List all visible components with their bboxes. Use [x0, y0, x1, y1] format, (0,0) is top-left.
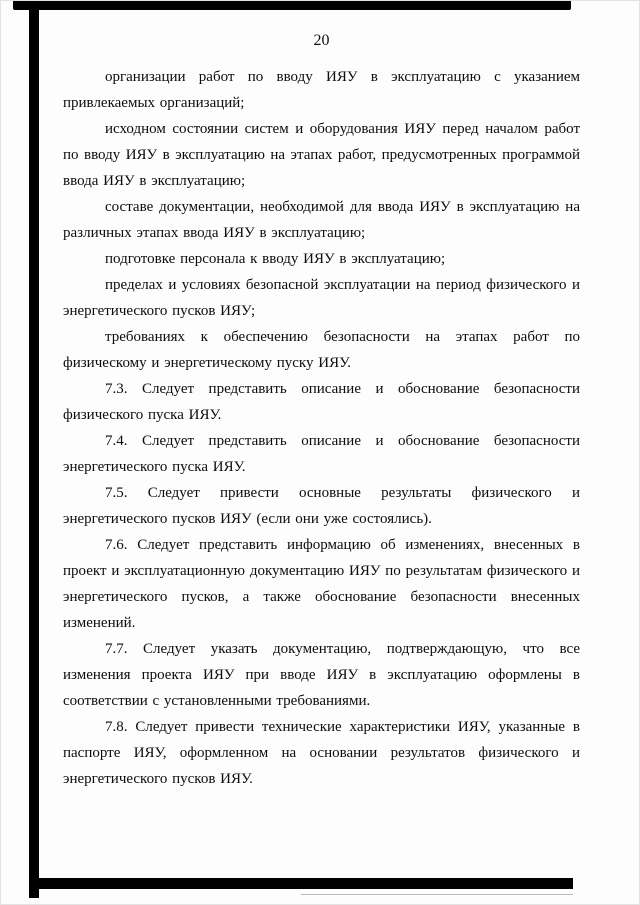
page-content [63, 31, 580, 792]
paragraph-section-7-3: 7.3. Следует представить описание и обоснование безопасности физического пуска ИЯУ. [63, 381, 580, 423]
scan-artifact-bottom-bar [31, 878, 573, 889]
paragraph-list-item: требованиях к обеспечению безопасности на этапах работ по физическому и энергетическому пуску ИЯУ. [63, 329, 580, 371]
paragraph-list-item: пределах и условиях безопасной эксплуатации на период физического и энергетического пусков ИЯУ; [63, 277, 580, 319]
scan-artifact-bottom-line [301, 894, 573, 895]
paragraph-list-item: составе документации, необходимой для ввода ИЯУ в эксплуатацию на различных этапах ввода ИЯУ в эксплуатацию; [63, 199, 580, 241]
scan-artifact-top-bar [13, 1, 571, 10]
paragraph-section-7-6: 7.6. Следует представить информацию об изменениях, внесенных в проект и эксплуатационную документацию ИЯУ по результатам физического и энергетического пусков, а также обоснование безопасности внесенных изменений. [63, 537, 580, 631]
scan-artifact-left-bar [29, 1, 39, 898]
paragraph-section-7-5: 7.5. Следует привести основные результаты физического и энергетического пусков ИЯУ (если они уже состоялись). [63, 485, 580, 527]
page-number: 20 [313, 32, 330, 49]
paragraph-section-7-7: 7.7. Следует указать документацию, подтверждающую, что все изменения проекта ИЯУ при вводе ИЯУ в эксплуатацию оформлены в соответствии с установленными требованиями. [63, 641, 580, 709]
paragraph-section-7-8: 7.8. Следует привести технические характеристики ИЯУ, указанные в паспорте ИЯУ, оформленном на основании результатов физического и энергетического пусков ИЯУ. [63, 719, 580, 787]
paragraph-section-7-4: 7.4. Следует представить описание и обоснование безопасности энергетического пуска ИЯУ. [63, 433, 580, 475]
paragraph-list-item: подготовке персонала к вводу ИЯУ в эксплуатацию; [105, 251, 446, 267]
paragraph-list-item: организации работ по вводу ИЯУ в эксплуатацию с указанием привлекаемых организаций; [63, 69, 580, 111]
paragraph-list-item: исходном состоянии систем и оборудования ИЯУ перед началом работ по вводу ИЯУ в эксплуатацию на этапах работ, предусмотренных программой ввода ИЯУ в эксплуатацию; [63, 121, 580, 189]
